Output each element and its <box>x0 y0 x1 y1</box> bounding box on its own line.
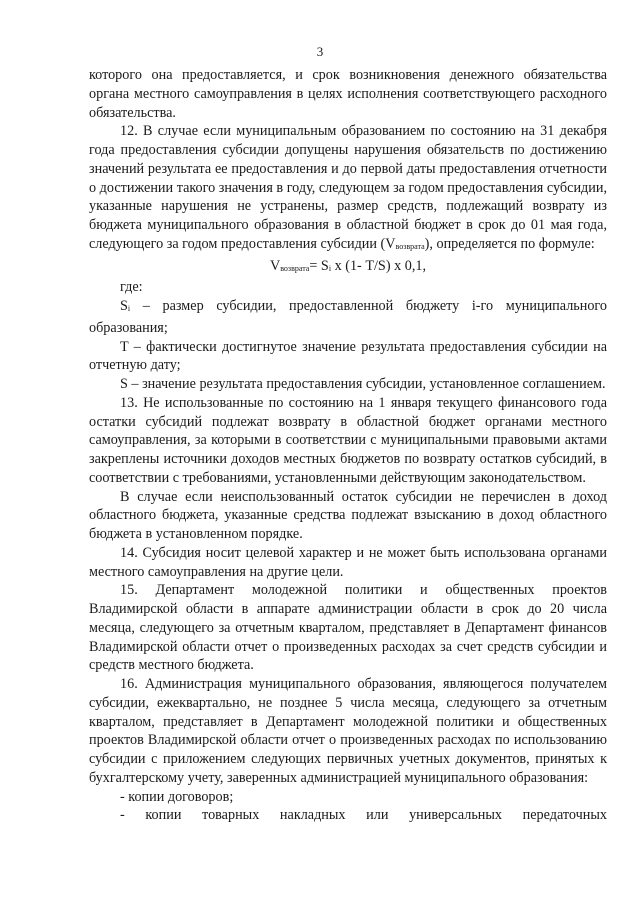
paragraph-16: 16. Администрация муниципального образования, являющегося получателем субсидии, ежеквартально, не позднее 5 числа месяца, следующего за отчетным кварталом, представляет в Департамент молодежной политики и общественных проектов Владимирской области отчет о произведенных расходах по использованию субсидии с приложением следующих первичных учетных документов, принятых к бухгалтерскому учету, заверенных администрацией муниципального образования: <box>89 676 607 786</box>
definition-si-subscript: i <box>127 304 131 313</box>
formula-mid: = S <box>309 257 329 274</box>
definition-t: T – фактически достигнутое значение результата предоставления субсидии на отчетную дату; <box>89 338 607 374</box>
paragraph-12-text: 12. В случае если муниципальным образованием по состоянию на 31 декабря года предоставления субсидии допущены нарушения обязательств по достижению значений результата ее предоставления и до первой даты предоставления отчетности о достижении такого значения в году, следующем за годом предоставления субсидии, указанные нарушения не устранены, размер средств, подлежащий возврату из бюджета муниципального образования в областной бюджет в срок до 01 мая года, следующего за годом предоставления субсидии (V <box>89 123 607 252</box>
list-item-invoices: - копии товарных накладных или универсальных передаточных <box>120 807 607 824</box>
definition-si-text: – размер субсидии, предоставленной бюджету i-го муниципального образования; <box>89 298 607 336</box>
paragraph-12 <box>89 122 607 256</box>
paragraph-14: 14. Субсидия носит целевой характер и не может быть использована органами местного самоуправления на другие цели. <box>89 544 607 580</box>
paragraph-15: 15. Департамент молодежной политики и общественных проектов Владимирской области в аппарате администрации области в срок до 20 числа месяца, следующего за отчетным кварталом, представляет в Департамент финансов Владимирской области отчет о произведенных расходах за счет средств субсидии и средств местного бюджета. <box>89 582 607 674</box>
page-number: 3 <box>316 44 324 59</box>
formula-end: х (1- T/S) х 0,1, <box>331 257 427 274</box>
definition-si <box>89 297 607 338</box>
definition-s: S – значение результата предоставления субсидии, установленное соглашением. <box>120 376 606 392</box>
formula-si-subscript: i <box>328 263 332 273</box>
formula <box>89 257 607 279</box>
paragraph-12-subscript: возврата <box>395 241 425 251</box>
paragraph-continuation: которого она предоставляется, и срок возникновения денежного обязательства органа местного самоуправления в целях исполнения соответствующего расходного обязательства. <box>89 67 607 121</box>
formula-v-subscript: возврата <box>280 263 310 273</box>
definition-si-letter: S <box>120 298 128 314</box>
paragraph-13-continued: В случае если неиспользованный остаток субсидии не перечислен в доход областного бюджета, указанные средства подлежат взысканию в доход областного бюджета в установленном порядке. <box>89 488 607 542</box>
formula-v: V <box>269 257 281 274</box>
paragraph-12-end: ), определяется по формуле: <box>424 235 595 252</box>
where-label: где: <box>120 279 143 296</box>
list-item-contracts: - копии договоров; <box>120 788 234 805</box>
document-body <box>89 66 607 825</box>
paragraph-13: 13. Не использованные по состоянию на 1 января текущего финансового года остатки субсидий подлежат возврату в областной бюджет органами местного самоуправления, за которыми в соответствии с муниципальными правовыми актами закреплены источники доходов местных бюджетов по возврату остатков субсидий, в соответствии с требованиями, установленными действующим законодательством. <box>89 394 607 486</box>
